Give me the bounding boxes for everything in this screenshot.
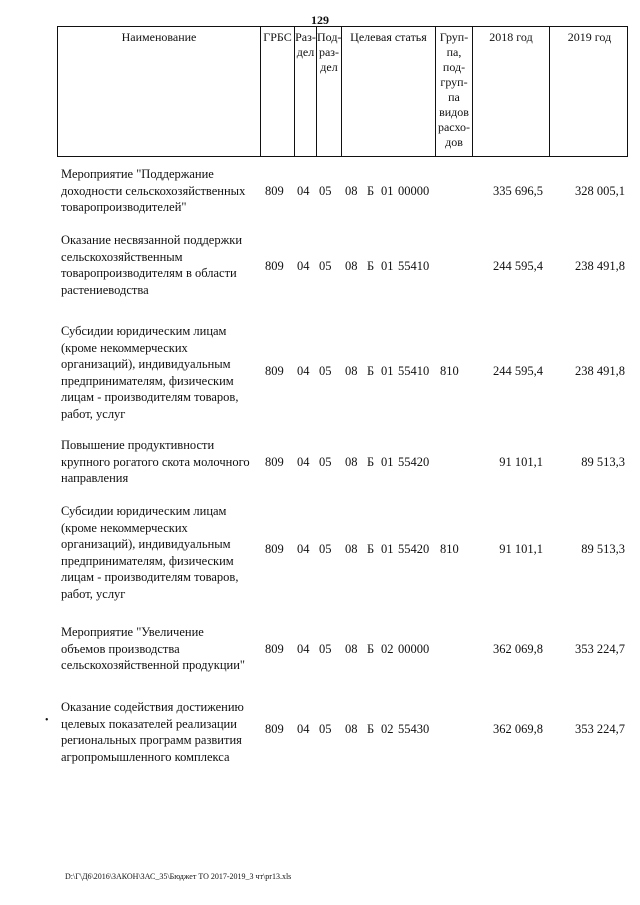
table-row <box>57 699 628 769</box>
row-article-code: 55420 <box>398 455 430 469</box>
row-value-2019: 89 513,3 <box>581 455 625 469</box>
row-article-event: 01 <box>381 364 394 378</box>
table-header <box>57 26 628 157</box>
table-row <box>57 166 628 216</box>
row-podrazdel: 05 <box>319 184 332 198</box>
page-number: 129 <box>311 13 329 27</box>
row-article-subprogram: Б <box>367 364 375 378</box>
row-podrazdel: 05 <box>319 722 332 736</box>
row-article-event: 02 <box>381 642 394 656</box>
row-razdel: 04 <box>297 542 310 556</box>
row-article-program: 08 <box>345 642 358 656</box>
row-razdel: 04 <box>297 722 310 736</box>
row-article-program: 08 <box>345 364 358 378</box>
row-razdel: 04 <box>297 642 310 656</box>
row-grbs: 809 <box>265 184 284 198</box>
row-razdel: 04 <box>297 259 310 273</box>
row-name: Мероприятие "Поддержание доходности сельскохозяйственных товаропроизводителей" <box>61 167 246 214</box>
row-article-program: 08 <box>345 542 358 556</box>
row-article-subprogram: Б <box>367 184 375 198</box>
table-row <box>57 437 628 487</box>
row-article-program: 08 <box>345 722 358 736</box>
row-value-2018: 362 069,8 <box>493 642 543 656</box>
row-article-event: 02 <box>381 722 394 736</box>
row-article-program: 08 <box>345 259 358 273</box>
row-article-event: 01 <box>381 542 394 556</box>
row-grbs: 809 <box>265 455 284 469</box>
table-row <box>57 232 628 302</box>
row-value-2018: 244 595,4 <box>493 259 543 273</box>
row-value-2018: 91 101,1 <box>499 542 543 556</box>
row-article-event: 01 <box>381 455 394 469</box>
row-article-subprogram: Б <box>367 722 375 736</box>
row-podrazdel: 05 <box>319 642 332 656</box>
header-year-2019: 2019 год <box>549 27 629 156</box>
header-year-2018: 2018 год <box>472 27 549 156</box>
row-grbs: 809 <box>265 722 284 736</box>
row-name: Оказание содействия достижению целевых показателей реализации региональных программ развития агропромышленного комплекса <box>61 700 244 764</box>
row-value-2019: 238 491,8 <box>575 364 625 378</box>
header-group: Груп- па, под- груп- па видов расхо- дов <box>435 27 472 156</box>
row-podrazdel: 05 <box>319 259 332 273</box>
header-grbs: ГРБС <box>260 27 294 156</box>
row-article-code: 55410 <box>398 259 430 273</box>
row-grbs: 809 <box>265 642 284 656</box>
table-row <box>57 323 628 423</box>
row-value-2018: 362 069,8 <box>493 722 543 736</box>
row-article-event: 01 <box>381 184 394 198</box>
row-razdel: 04 <box>297 184 310 198</box>
row-value-2019: 353 224,7 <box>575 722 625 736</box>
row-value-2018: 335 696,5 <box>493 184 543 198</box>
header-name: Наименование <box>121 30 197 44</box>
row-article-code: 55420 <box>398 542 430 556</box>
table-row <box>57 624 628 674</box>
row-article-subprogram: Б <box>367 455 375 469</box>
header-razdel: Раз- дел <box>294 27 316 156</box>
row-article-code: 00000 <box>398 642 430 656</box>
row-value-2019: 238 491,8 <box>575 259 625 273</box>
header-podrazdel: Под- раз- дел <box>316 27 341 156</box>
table-row <box>57 503 628 603</box>
row-value-2019: 89 513,3 <box>581 542 625 556</box>
row-grbs: 809 <box>265 542 284 556</box>
row-grbs: 809 <box>265 364 284 378</box>
row-value-2019: 328 005,1 <box>575 184 625 198</box>
row-name: Субсидии юридическим лицам (кроме некоммерческих организаций), индивидуальным предпринимателям, физическим лицам - производителям товаров, работ, услуг <box>61 324 239 421</box>
row-podrazdel: 05 <box>319 542 332 556</box>
row-razdel: 04 <box>297 364 310 378</box>
row-grbs: 809 <box>265 259 284 273</box>
row-value-2018: 91 101,1 <box>499 455 543 469</box>
row-name: Повышение продуктивности крупного рогатого скота молочного направления <box>61 438 250 485</box>
row-name: Субсидии юридическим лицам (кроме некоммерческих организаций), индивидуальным предпринимателям, физическим лицам - производителям товаров, работ, услуг <box>61 504 239 601</box>
row-article-subprogram: Б <box>367 542 375 556</box>
row-name: Оказание несвязанной поддержки сельскохозяйственным товаропроизводителям в области растениеводства <box>61 233 243 297</box>
margin-mark: • <box>45 715 49 726</box>
row-podrazdel: 05 <box>319 455 332 469</box>
row-value-2019: 353 224,7 <box>575 642 625 656</box>
row-article-event: 01 <box>381 259 394 273</box>
row-group: 810 <box>440 364 459 378</box>
row-article-program: 08 <box>345 184 358 198</box>
row-name: Мероприятие "Увеличение объемов производства сельскохозяйственной продукции" <box>61 625 246 672</box>
header-article: Целевая статья <box>341 27 435 156</box>
row-razdel: 04 <box>297 455 310 469</box>
row-article-program: 08 <box>345 455 358 469</box>
row-article-code: 00000 <box>398 184 430 198</box>
row-article-subprogram: Б <box>367 259 375 273</box>
row-podrazdel: 05 <box>319 364 332 378</box>
row-value-2018: 244 595,4 <box>493 364 543 378</box>
row-article-code: 55410 <box>398 364 430 378</box>
row-group: 810 <box>440 542 459 556</box>
row-article-code: 55430 <box>398 722 430 736</box>
footer-file-path: D:\Г\Д6\2016\ЗАКОН\ЗАС_35\Бюджет ТО 2017-2019_3 чт\pr13.xls <box>65 872 292 881</box>
row-article-subprogram: Б <box>367 642 375 656</box>
